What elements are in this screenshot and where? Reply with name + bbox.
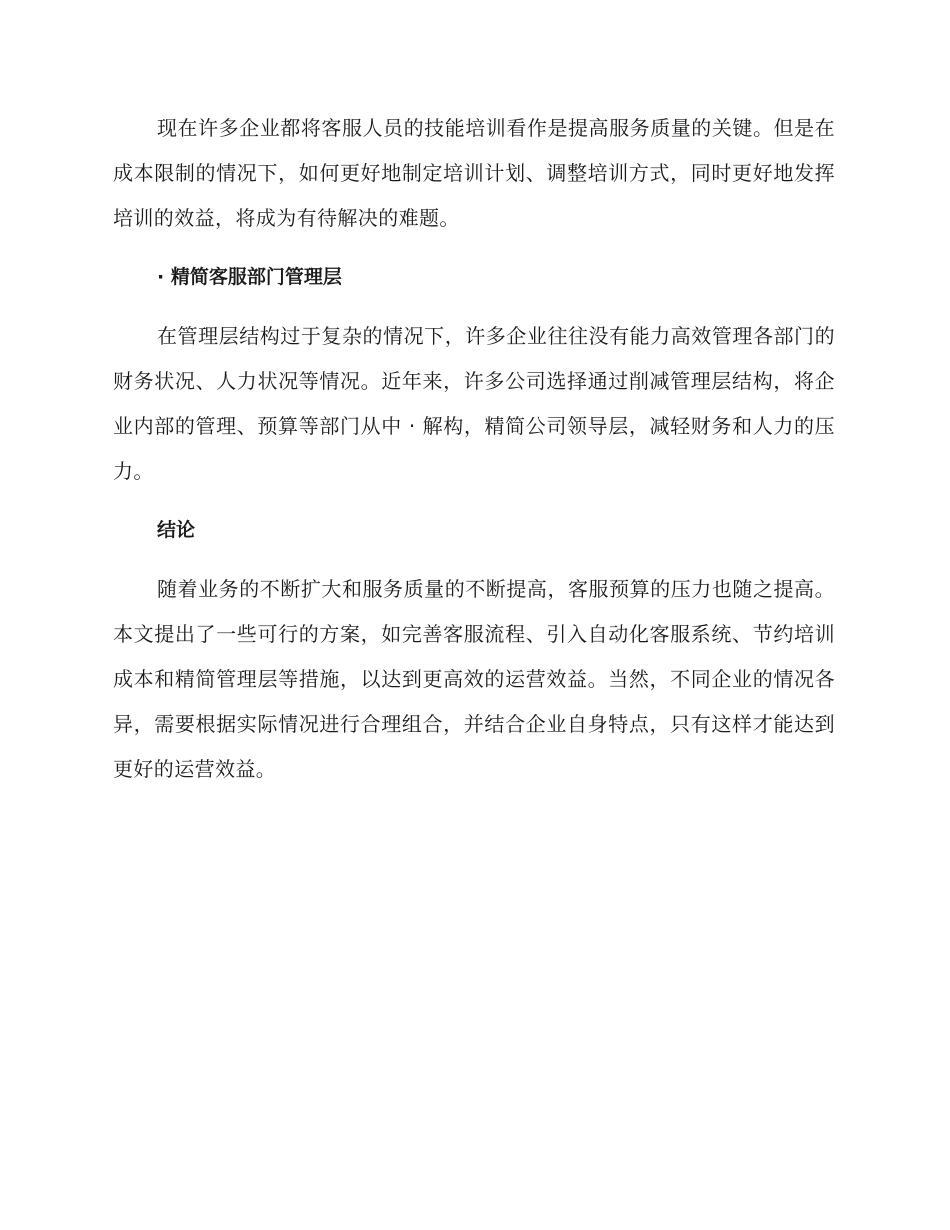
spacer <box>113 494 835 508</box>
spacer <box>113 553 835 567</box>
spacer <box>113 241 835 255</box>
heading-streamline-management: · 精简客服部门管理层 <box>157 266 342 288</box>
paragraph-management: 在管理层结构过于复杂的情况下，许多企业往往没有能力高效管理各部门的财务状况、人力状况等情况。近年来，许多公司选择通过削减管理层结构，将企业内部的管理、预算等部门从中 · 解构，精简公司领导层，减轻财务和人力的压力。 <box>113 324 835 483</box>
heading-conclusion: 结论 <box>157 519 196 541</box>
document-page <box>113 106 835 792</box>
paragraph-conclusion: 随着业务的不断扩大和服务质量的不断提高，客服预算的压力也随之提高。本文提出了一些可行的方案，如完善客服流程、引入自动化客服系统、节约培训成本和精简管理层等措施，以达到更高效的运营效益。当然，不同企业的情况各异，需要根据实际情况进行合理组合，并结合企业自身特点，只有这样才能达到更好的运营效益。 <box>113 577 835 781</box>
spacer <box>113 300 835 314</box>
paragraph-training: 现在许多企业都将客服人员的技能培训看作是提高服务质量的关键。但是在成本限制的情况下，如何更好地制定培训计划、调整培训方式，同时更好地发挥培训的效益，将成为有待解决的难题。 <box>113 116 835 230</box>
